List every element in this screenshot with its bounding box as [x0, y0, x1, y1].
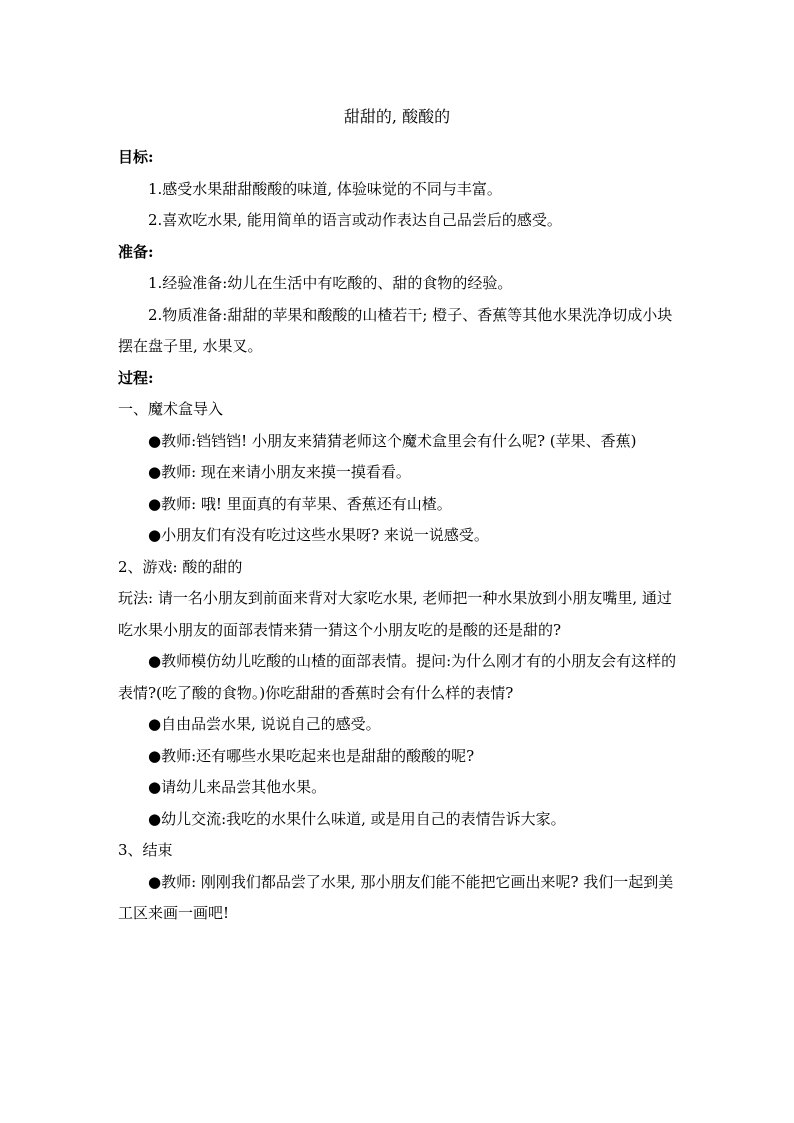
section2-item: ●幼儿交流:我吃的水果什么味道, 或是用自己的表情告诉大家。 — [148, 809, 566, 828]
section2-item: ●自由品尝水果, 说说自己的感受。 — [148, 715, 381, 733]
section1-item: ●教师: 现在来请小朋友来摸一摸看看。 — [148, 463, 411, 481]
section3-title: 3、结束 — [118, 841, 173, 859]
section2-item: ●教师模仿幼儿吃酸的山楂的面部表情。提问:为什么刚才有的小朋友会有这样的表情?(吃了酸的食物。)你吃甜甜的香蕉时会有什么样的表情? — [118, 652, 677, 702]
section2-item: ●教师:还有哪些水果吃起来也是甜甜的酸酸的呢? — [148, 746, 475, 765]
document-body — [118, 142, 678, 930]
prep-item: 2.物质准备:甜甜的苹果和酸酸的山楂若干; 橙子、香蕉等其他水果洗净切成小块摆在盘子里, 水果叉。 — [118, 305, 673, 355]
goal-item: 1.感受水果甜甜酸酸的味道, 体验味觉的不同与丰富。 — [148, 179, 502, 198]
section2-item: ●请幼儿来品尝其他水果。 — [148, 778, 327, 796]
section2-title: 2、游戏: 酸的甜的 — [118, 557, 243, 576]
section1-item: ●教师: 哦! 里面真的有苹果、香蕉还有山楂。 — [148, 494, 452, 513]
section1-item: ●教师:铛铛铛! 小朋友来猜猜老师这个魔术盒里会有什么呢? (苹果、香蕉) — [148, 431, 637, 450]
document-title: 甜甜的, 酸酸的 — [343, 107, 451, 126]
section3-item: ●教师: 刚刚我们都品尝了水果, 那小朋友们能不能把它画出来呢? 我们一起到美工区来画一画吧! — [118, 872, 674, 922]
prep-heading: 准备: — [118, 242, 154, 261]
goal-item: 2.喜欢吃水果, 能用简单的语言或动作表达自己品尝后的感受。 — [148, 211, 562, 229]
section1-item: ●小朋友们有没有吃过这些水果呀? 来说一说感受。 — [148, 526, 489, 544]
section1-title: 一、魔术盒导入 — [118, 400, 224, 418]
goals-heading: 目标: — [118, 148, 154, 166]
process-heading: 过程: — [118, 368, 154, 387]
section2-play: 玩法: 请一名小朋友到前面来背对大家吃水果, 老师把一种水果放到小朋友嘴里, 通过吃水果小朋友的面部表情来猜一猜这个小朋友吃的是酸的还是甜的? — [118, 589, 672, 639]
prep-item: 1.经验准备:幼儿在生活中有吃酸的、甜的食物的经验。 — [148, 274, 513, 292]
